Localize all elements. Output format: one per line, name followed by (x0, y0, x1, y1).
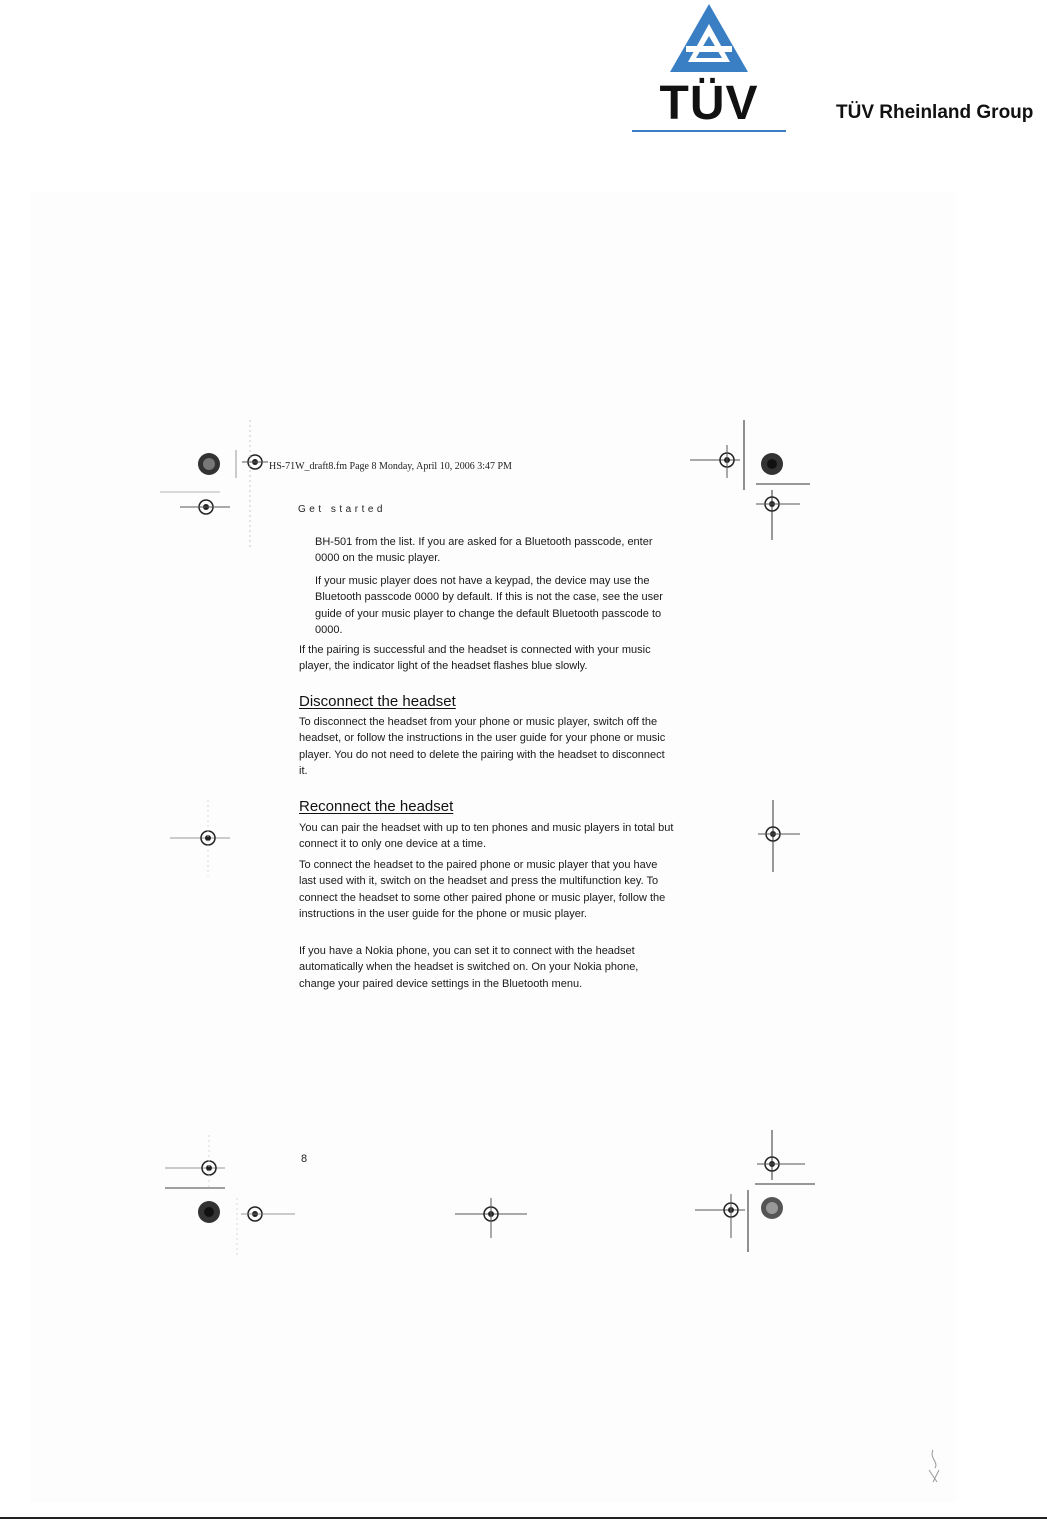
paragraph-passcode: BH-501 from the list. If you are asked for a Bluetooth passcode, enter 0000 on the music player. (315, 536, 653, 565)
section-header: Get started (298, 504, 386, 515)
paragraph-disconnect: To disconnect the headset from your phone or music player, switch off the headset, or follow the instructions in the user guide for your phone or music player. You do not need to delete the pairing with the headset to disconnect it. (299, 716, 666, 777)
bottom-registration-marks (165, 1130, 825, 1255)
heading-reconnect: Reconnect the headset (299, 798, 454, 815)
file-info-line: HS-71W_draft8.fm Page 8 Monday, April 10, 2006 3:47 PM (269, 461, 512, 472)
page-number: 8 (301, 1153, 308, 1165)
paragraph-reconnect-pair: You can pair the headset with up to ten phones and music players in total but connect it to only one device at a time. (299, 822, 674, 851)
paragraph-keypad: If your music player does not have a keypad, the device may use the Bluetooth passcode 0000 by default. If this is not the case, see the user guide of your music player to change the default Bluetooth passcode to 0000. (315, 575, 663, 636)
logo-underline (632, 130, 786, 132)
paragraph-reconnect-connect: To connect the headset to the paired phone or music player that you have last used with it, switch on the headset and press the multifunction key. To connect the headset to some other paired phone or music player, follow the instructions in the user guide for the phone or music player. (299, 859, 666, 920)
tuv-logo (632, 0, 786, 135)
scan-artifact (925, 1448, 949, 1484)
group-name: TÜV Rheinland Group (836, 102, 1034, 123)
top-registration-marks (160, 420, 810, 550)
paragraph-pairing-success: If the pairing is successful and the headset is connected with your music player, the indicator light of the headset flashes blue slowly. (299, 644, 651, 673)
logo-word: TÜV (659, 77, 759, 130)
heading-disconnect: Disconnect the headset (299, 693, 456, 710)
paragraph-reconnect-nokia: If you have a Nokia phone, you can set it to connect with the headset automatically when the headset is switched on. On your Nokia phone, change your paired device settings in the Bluetooth menu. (299, 945, 639, 990)
tuv-triangle-icon (668, 2, 750, 74)
